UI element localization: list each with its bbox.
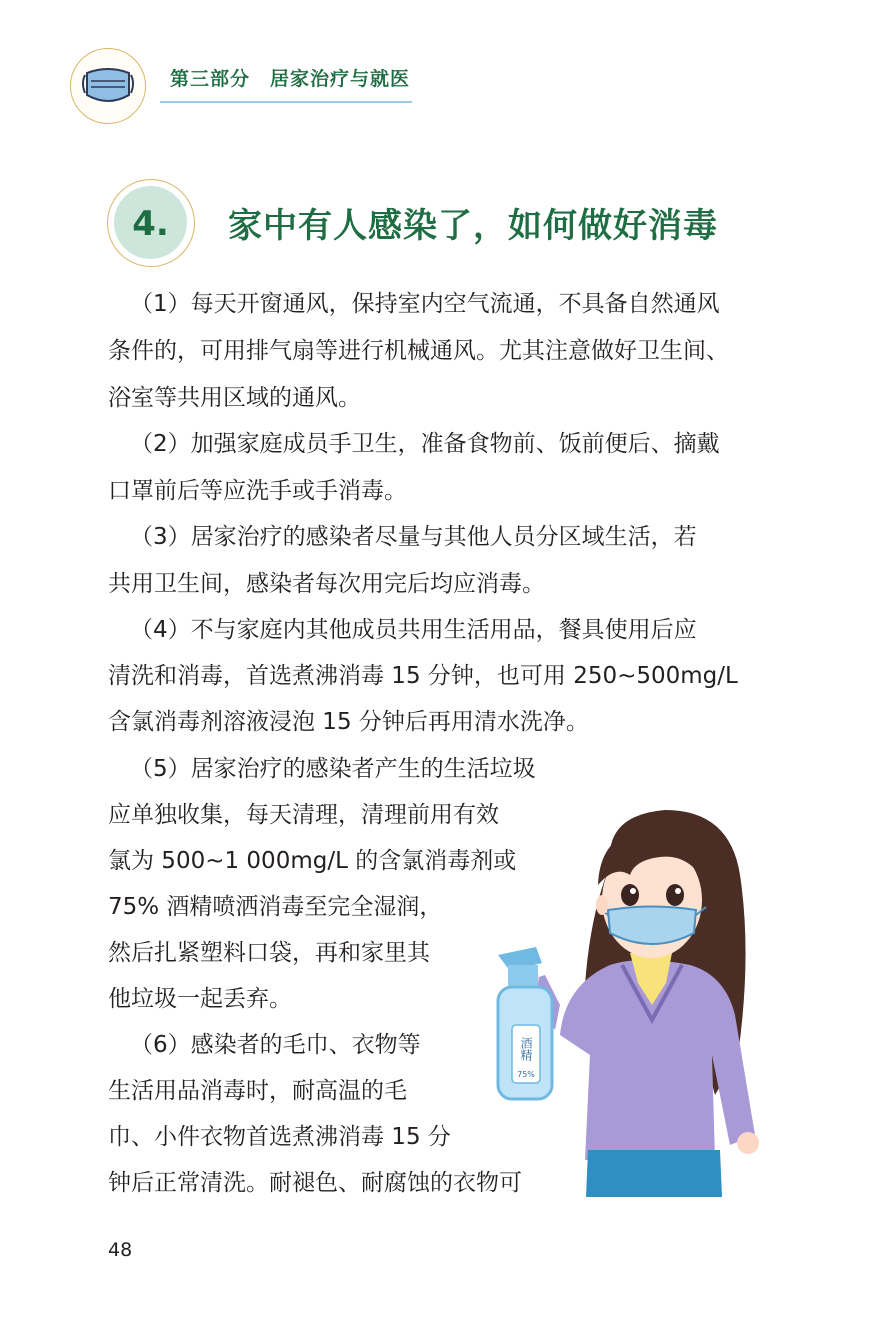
section-title: 家中有人感染了，如何做好消毒 [228, 206, 718, 246]
body-line: 生活用品消毒时，耐高温的毛 [108, 1078, 407, 1104]
header-badge [70, 48, 146, 124]
body-line: 条件的，可用排气扇等进行机械通风。尤其注意做好卫生间、 [108, 338, 729, 364]
body-line: 含氯消毒剂溶液浸泡 15 分钟后再用清水洗净。 [108, 709, 589, 735]
section-number: 4. [132, 204, 169, 244]
body-line: （4）不与家庭内其他成员共用生活用品，餐具使用后应 [130, 617, 697, 643]
body-line: 然后扎紧塑料口袋，再和家里其 [108, 940, 430, 966]
woman-with-spray-bottle-illustration [490, 805, 780, 1197]
body-line: 75% 酒精喷洒消毒至完全湿润， [108, 894, 443, 920]
body-line: （6）感染者的毛巾、衣物等 [130, 1032, 421, 1058]
header-section-title: 第三部分 居家治疗与就医 [170, 68, 411, 90]
body-line: 他垃圾一起丢弃。 [108, 986, 292, 1012]
body-line: （2）加强家庭成员手卫生，准备食物前、饭前便后、摘戴 [130, 431, 720, 457]
bottle-label: 酒精 [519, 1037, 533, 1061]
body-line: 应单独收集，每天清理，清理前用有效 [108, 802, 499, 828]
page-number: 48 [108, 1239, 133, 1261]
body-line: 口罩前后等应洗手或手消毒。 [108, 478, 407, 504]
body-line: 钟后正常清洗。耐褪色、耐腐蚀的衣物可 [108, 1170, 522, 1196]
bottle-percent: 75% [517, 1070, 535, 1079]
body-line: 巾、小件衣物首选煮沸消毒 15 分 [108, 1124, 451, 1150]
body-line: 共用卫生间，感染者每次用完后均应消毒。 [108, 571, 545, 597]
body-line: （5）居家治疗的感染者产生的生活垃圾 [130, 756, 536, 782]
body-line: 氯为 500~1 000mg/L 的含氯消毒剂或 [108, 848, 517, 874]
body-line: （3）居家治疗的感染者尽量与其他人员分区域生活，若 [130, 524, 697, 550]
body-line: 清洗和消毒，首选煮沸消毒 15 分钟，也可用 250~500mg/L [108, 663, 738, 689]
body-line: 浴室等共用区域的通风。 [108, 385, 361, 411]
section-number-badge [107, 179, 195, 267]
body-line: （1）每天开窗通风，保持室内空气流通，不具备自然通风 [130, 291, 720, 317]
header-divider [160, 101, 412, 103]
face-mask-icon [79, 65, 137, 107]
